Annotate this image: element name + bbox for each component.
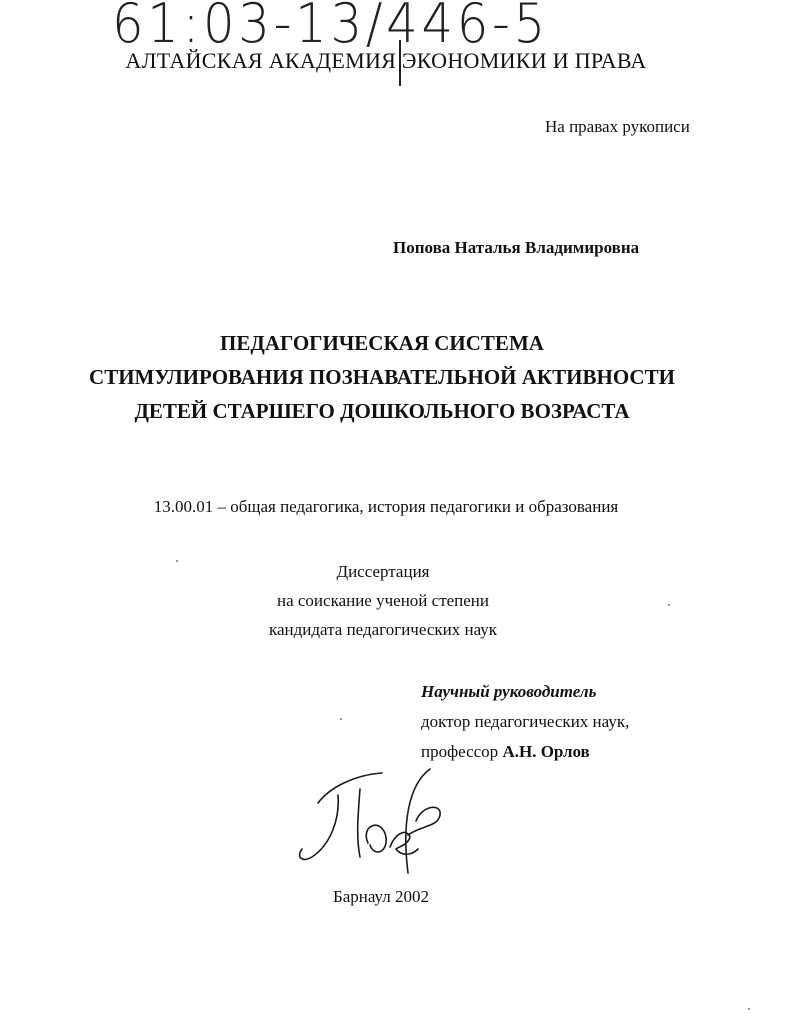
scan-speck — [176, 560, 178, 562]
supervisor-name: А.Н. Орлов — [502, 742, 590, 761]
title-line: ПЕДАГОГИЧЕСКАЯ СИСТЕМА — [220, 331, 544, 355]
degree-line: Диссертация — [336, 562, 430, 581]
city-year: Барнаул 2002 — [332, 887, 430, 906]
institution-name: АЛТАЙСКАЯ АКАДЕМИЯ ЭКОНОМИКИ И ПРАВА — [125, 48, 647, 73]
supervisor-title-line — [421, 737, 629, 767]
supervisor-rank: профессор — [421, 742, 503, 761]
degree-line: кандидата педагогических наук — [268, 620, 498, 639]
specialty-code: 13.00.01 – общая педагогика, история педагогики и образования — [153, 497, 619, 516]
rights-note: На правах рукописи — [545, 117, 690, 136]
title-line: ДЕТЕЙ СТАРШЕГО ДОШКОЛЬНОГО ВОЗРАСТА — [134, 399, 630, 423]
degree-line: на соискание ученой степени — [276, 591, 490, 610]
handwritten-catalog-number: 61:03-13/446-5 — [112, 0, 549, 55]
scan-speck — [340, 718, 342, 720]
title-line: СТИМУЛИРОВАНИЯ ПОЗНАВАТЕЛЬНОЙ АКТИВНОСТИ — [89, 365, 675, 389]
scan-speck — [748, 1008, 750, 1010]
supervisor-block — [421, 677, 629, 767]
supervisor-heading: Научный руководитель — [421, 682, 597, 701]
supervisor-degree: доктор педагогических наук, — [421, 712, 630, 731]
degree-statement — [0, 557, 766, 644]
scan-speck — [668, 604, 670, 606]
handwritten-signature — [290, 765, 460, 875]
author-name: Попова Наталья Владимировна — [393, 238, 640, 257]
dissertation-title — [0, 326, 764, 428]
